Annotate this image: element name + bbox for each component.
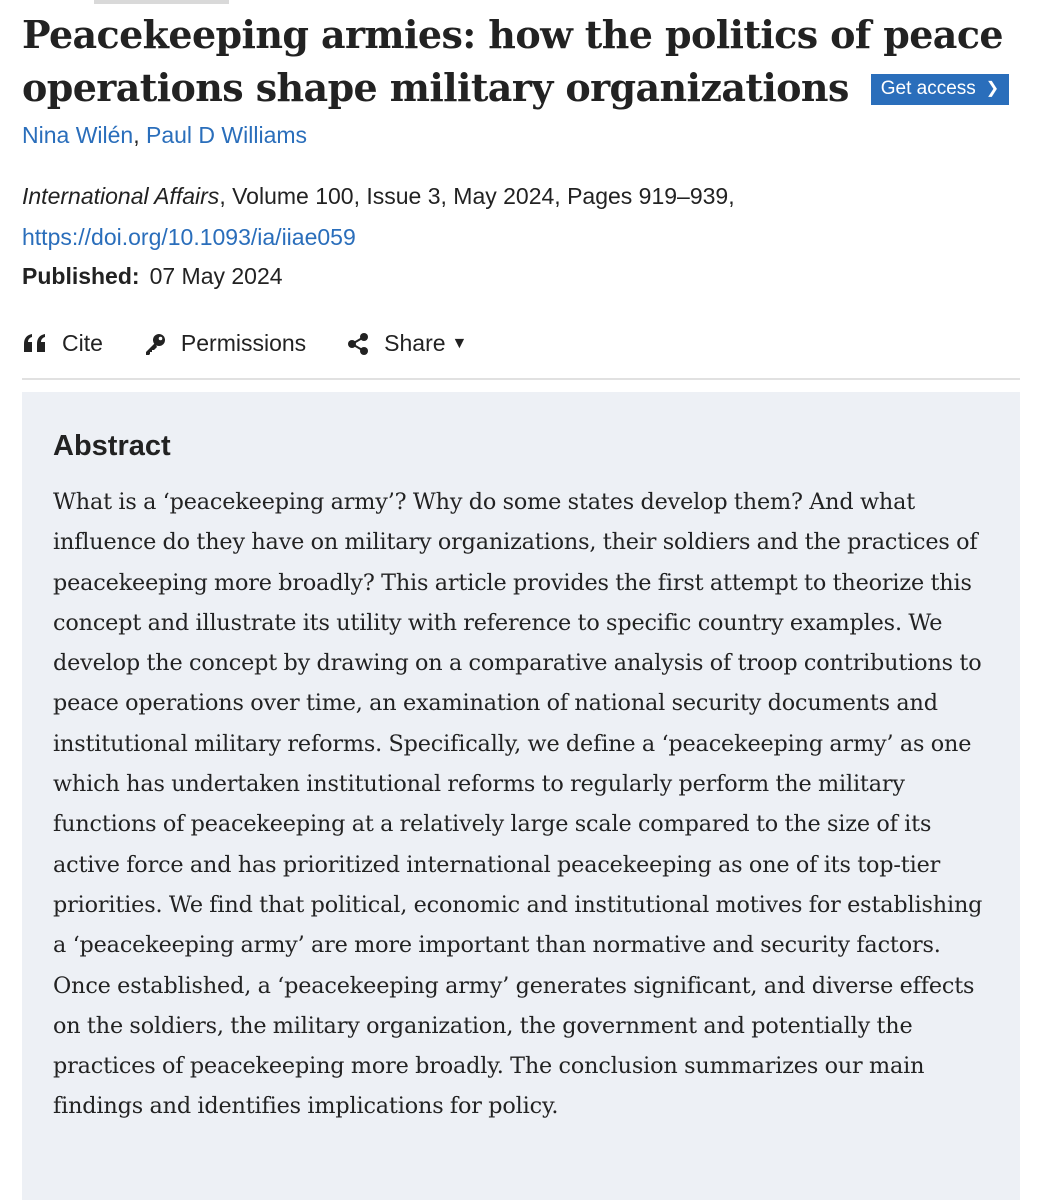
author-separator: , (133, 122, 140, 148)
cite-label: Cite (62, 330, 103, 356)
published-label: Published: (22, 263, 140, 289)
top-accent-rule (94, 0, 229, 4)
get-access-label: Get access (880, 78, 976, 99)
permissions-label: Permissions (180, 330, 307, 356)
doi-link[interactable]: https://doi.org/10.1093/ia/iiae059 (22, 224, 356, 250)
chevron-right-icon: ❯ (985, 80, 1000, 97)
toolbar-divider (22, 378, 1020, 380)
article-header (22, 8, 1022, 294)
article-toolbar (22, 330, 507, 357)
permissions-button[interactable] (143, 330, 306, 357)
published-date: 07 May 2024 (149, 263, 283, 289)
author-link[interactable]: Paul D Williams (146, 122, 308, 148)
author-link[interactable]: Nina Wilén (22, 122, 134, 148)
published-line (22, 258, 1022, 294)
abstract-heading: Abstract (53, 430, 171, 462)
article-title (22, 8, 1022, 114)
share-label: Share (384, 330, 446, 356)
citation-line (22, 176, 1022, 258)
abstract-text: What is a ‘peacekeeping army’? Why do some states develop them? And what influence do they have on military organizations, their soldiers and the practices of peacekeeping more broadly? This article provides the first attempt to theorize this concept and illustrate its utility with reference to specific country examples. We develop the concept by drawing on a comparative analysis of troop contributions to peace operations over time, an examination of national security documents and institutional military reforms. Specifically, we define a ‘peacekeeping army’ as one which has undertaken institutional reforms to regularly perform the military functions of peacekeeping at a relatively large scale compared to the size of its active force and has prioritized international peacekeeping as one of its top-tier priorities. We find that political, economic and institutional motives for establishing a ‘peacekeeping army’ are more important than normative and security factors. Once established, a ‘peacekeeping army’ generates significant, and diverse effects on the soldiers, the military organization, the government and potentially the practices of peacekeeping more broadly. The conclusion summarizes our main findings and identifies implications for policy. (53, 489, 983, 1120)
get-access-button[interactable] (871, 74, 1009, 105)
caret-down-icon: ▼ (451, 334, 468, 352)
key-icon (143, 332, 167, 356)
abstract-panel (22, 392, 1020, 1200)
author-list (22, 120, 1022, 150)
share-icon (346, 332, 370, 356)
cite-button[interactable] (22, 330, 103, 357)
quote-icon (22, 334, 48, 354)
journal-name: International Affairs (22, 183, 220, 209)
citation-details: , Volume 100, Issue 3, May 2024, Pages 919–939, (219, 183, 735, 209)
share-button[interactable] (346, 330, 467, 357)
article-title-text: Peacekeeping armies: how the politics of peace operations shape military organizations (22, 12, 1003, 110)
